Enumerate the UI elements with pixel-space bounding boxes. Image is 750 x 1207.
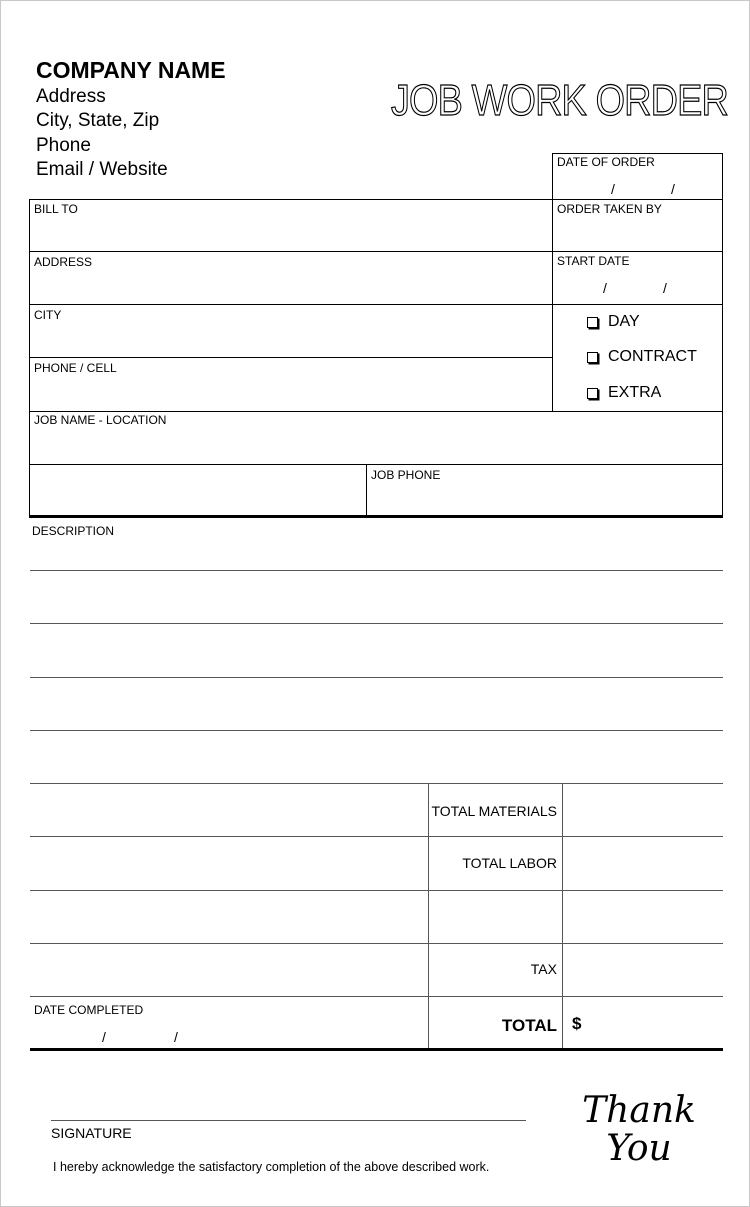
job-name-location-field[interactable] bbox=[30, 412, 722, 464]
phone-cell-field[interactable] bbox=[30, 358, 552, 411]
description-label: DESCRIPTION bbox=[32, 524, 115, 538]
date-of-order-field[interactable] bbox=[552, 153, 722, 199]
city-field[interactable] bbox=[30, 305, 552, 357]
date-of-order-slash-2: / bbox=[671, 181, 675, 197]
checkbox-contract[interactable] bbox=[587, 348, 697, 366]
total-field[interactable] bbox=[563, 997, 722, 1048]
date-of-order-label: DATE OF ORDER bbox=[557, 155, 655, 169]
date-completed-label: DATE COMPLETED bbox=[34, 1003, 144, 1017]
document-title: JOB WORK ORDER bbox=[391, 76, 728, 125]
description-field[interactable] bbox=[30, 519, 722, 783]
total-materials-label: TOTAL MATERIALS bbox=[431, 803, 557, 819]
description-line bbox=[30, 623, 723, 624]
section-divider-thick bbox=[29, 515, 723, 518]
phone-cell-label: PHONE / CELL bbox=[34, 361, 117, 375]
date-completed-slash-2: / bbox=[174, 1029, 178, 1045]
total-labor-field[interactable] bbox=[563, 837, 722, 890]
checkbox-icon bbox=[587, 317, 598, 328]
company-name: COMPANY NAME bbox=[36, 57, 226, 83]
date-completed-slash-1: / bbox=[102, 1029, 106, 1045]
checkbox-extra[interactable] bbox=[587, 384, 661, 402]
checkbox-extra-label: EXTRA bbox=[608, 384, 662, 401]
thank-you-line-1: Thank bbox=[582, 1090, 696, 1131]
company-address: Address bbox=[36, 86, 106, 107]
company-city-state-zip: City, State, Zip bbox=[36, 110, 160, 131]
checkbox-day-label: DAY bbox=[608, 313, 640, 330]
thank-you-line-2: You bbox=[606, 1128, 672, 1169]
start-date-field[interactable] bbox=[553, 252, 722, 304]
date-completed-field[interactable] bbox=[30, 997, 427, 1048]
subtotal-field[interactable] bbox=[563, 891, 722, 943]
job-name-location-label: JOB NAME - LOCATION bbox=[34, 413, 167, 427]
checkbox-icon bbox=[587, 352, 598, 363]
job-phone-label: JOB PHONE bbox=[371, 468, 441, 482]
signature-field[interactable] bbox=[51, 1093, 526, 1120]
job-extra-field[interactable] bbox=[30, 465, 366, 515]
address-label: ADDRESS bbox=[34, 255, 93, 269]
description-line bbox=[30, 730, 723, 731]
total-label: TOTAL bbox=[501, 1016, 557, 1035]
checkbox-icon bbox=[587, 388, 598, 399]
currency-symbol: $ bbox=[572, 1014, 582, 1033]
total-labor-label: TOTAL LABOR bbox=[462, 855, 557, 871]
tax-field[interactable] bbox=[563, 944, 722, 996]
address-field[interactable] bbox=[30, 252, 552, 304]
signature-line bbox=[51, 1120, 526, 1121]
acknowledgement-text: I hereby acknowledge the satisfactory completion of the above described work. bbox=[53, 1160, 490, 1174]
description-line bbox=[30, 677, 723, 678]
start-date-label: START DATE bbox=[557, 254, 630, 268]
checkbox-day[interactable] bbox=[587, 313, 640, 331]
bottom-divider-thick bbox=[30, 1048, 723, 1051]
bill-to-field[interactable] bbox=[30, 200, 552, 251]
company-email-website: Email / Website bbox=[36, 159, 168, 180]
form-right-border-top bbox=[722, 153, 723, 517]
date-of-order-slash-1: / bbox=[611, 181, 615, 197]
checkbox-contract-label: CONTRACT bbox=[608, 348, 697, 365]
start-date-slash-1: / bbox=[603, 280, 607, 296]
description-line bbox=[30, 570, 723, 571]
order-taken-by-field[interactable] bbox=[553, 200, 722, 251]
signature-label: SIGNATURE bbox=[51, 1125, 132, 1141]
city-label: CITY bbox=[34, 308, 62, 322]
bill-to-label: BILL TO bbox=[34, 202, 78, 216]
total-materials-field[interactable] bbox=[563, 784, 722, 836]
order-taken-by-label: ORDER TAKEN BY bbox=[557, 202, 662, 216]
thank-you-text bbox=[569, 1092, 709, 1168]
company-phone: Phone bbox=[36, 135, 91, 156]
start-date-slash-2: / bbox=[663, 280, 667, 296]
tax-label: TAX bbox=[530, 961, 557, 977]
totals-label-divider bbox=[428, 783, 429, 1049]
job-phone-field[interactable] bbox=[367, 465, 722, 515]
